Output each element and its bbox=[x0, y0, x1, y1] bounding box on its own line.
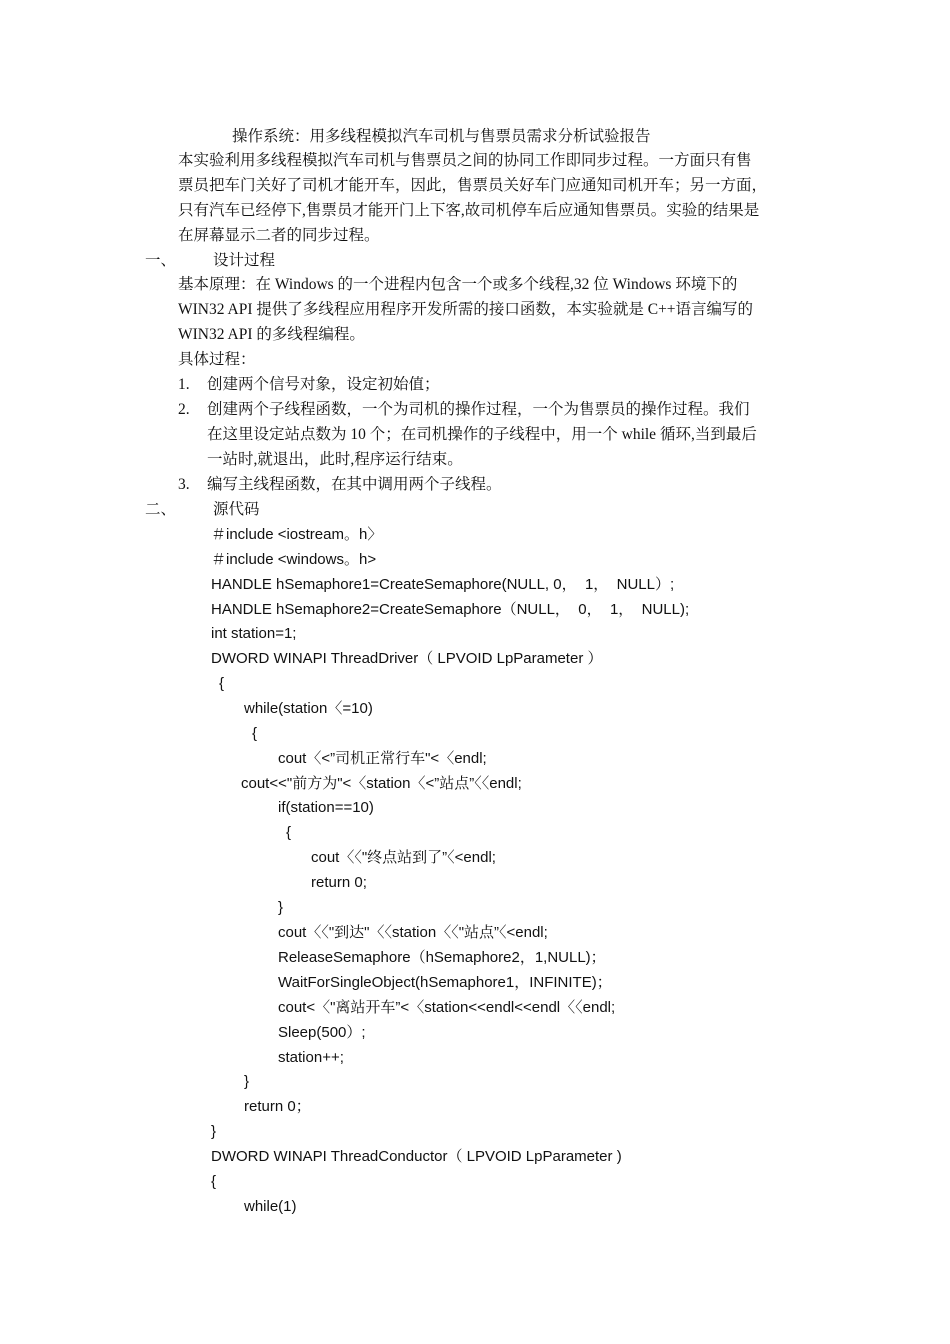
code-line: { bbox=[219, 675, 225, 692]
code-line: ＃include <windows。h> bbox=[211, 551, 377, 568]
principle-line: WIN32 API 提供了多线程应用程序开发所需的接口函数，本实验就是 C++语言编写的 bbox=[178, 301, 754, 318]
code-line: DWORD WINAPI ThreadDriver（ LPVOID LpParameter ） bbox=[211, 650, 603, 667]
code-line: while(station〈=10) bbox=[244, 700, 373, 717]
code-line: int station=1; bbox=[211, 625, 297, 642]
code-line: Sleep(500）; bbox=[278, 1024, 366, 1041]
step-text: 编写主线程函数，在其中调用两个子线程。 bbox=[207, 476, 502, 493]
intro-line: 本实验利用多线程模拟汽车司机与售票员之间的协同工作即同步过程。一方面只有售 bbox=[178, 152, 752, 169]
principle-line: 基本原理：在 Windows 的一个进程内包含一个或多个线程,32 位 Windows 环境下的 bbox=[178, 276, 738, 293]
code-line: ＃include <iostream。h〉 bbox=[211, 526, 383, 543]
code-line: station++; bbox=[278, 1049, 344, 1066]
code-line: cout<〈"离站开车”<〈station<<endl<<endl〈〈endl; bbox=[278, 999, 616, 1016]
code-line: cout〈<”司机正常行车"<〈endl; bbox=[278, 750, 487, 767]
code-line: } bbox=[211, 1123, 217, 1140]
step-text: 创建两个信号对象，设定初始值； bbox=[207, 376, 440, 393]
document-title: 操作系统：用多线程模拟汽车司机与售票员需求分析试验报告 bbox=[232, 128, 651, 145]
intro-line: 在屏幕显示二者的同步过程。 bbox=[178, 227, 380, 244]
code-line: cout<<"前方为"<〈station〈<”站点”〈〈endl; bbox=[241, 775, 522, 792]
section-number: 二、 bbox=[145, 501, 177, 518]
step-text: 一站时,就退出，此时,程序运行结束。 bbox=[207, 451, 463, 468]
code-line: } bbox=[278, 899, 284, 916]
code-line: { bbox=[286, 824, 292, 841]
code-line: DWORD WINAPI ThreadConductor（ LPVOID LpParameter ) bbox=[211, 1148, 622, 1165]
code-line: HANDLE hSemaphore2=CreateSemaphore（NULL， 0， 1， NULL); bbox=[211, 601, 690, 618]
code-line: } bbox=[244, 1073, 250, 1090]
section-title: 源代码 bbox=[213, 501, 260, 518]
section-number: 一、 bbox=[145, 252, 177, 269]
step-number: 2. bbox=[178, 401, 190, 418]
code-line: cout〈〈"到达"〈〈station〈〈"站点”〈<endl; bbox=[278, 924, 548, 941]
step-number: 3. bbox=[178, 476, 190, 493]
process-label: 具体过程： bbox=[178, 351, 256, 368]
code-line: HANDLE hSemaphore1=CreateSemaphore(NULL, 0， 1， NULL）; bbox=[211, 576, 675, 593]
code-line: cout〈〈"终点站到了”〈<endl; bbox=[311, 849, 496, 866]
section-title: 设计过程 bbox=[213, 252, 276, 269]
principle-line: WIN32 API 的多线程编程。 bbox=[178, 326, 365, 343]
code-line: ReleaseSemaphore（hSemaphore2，1,NULL)； bbox=[278, 949, 606, 966]
code-line: if(station==10) bbox=[278, 799, 374, 816]
code-line: { bbox=[252, 725, 258, 742]
step-number: 1. bbox=[178, 376, 190, 393]
code-line: while(1) bbox=[244, 1198, 297, 1215]
code-line: return 0; bbox=[311, 874, 367, 891]
step-text: 在这里设定站点数为 10 个；在司机操作的子线程中，用一个 while 循环,当到最后 bbox=[207, 426, 757, 443]
intro-line: 票员把车门关好了司机才能开车，因此，售票员关好车门应通知司机开车；另一方面， bbox=[178, 177, 768, 194]
code-line: WaitForSingleObject(hSemaphore1，INFINITE)； bbox=[278, 974, 612, 991]
step-text: 创建两个子线程函数，一个为司机的操作过程，一个为售票员的操作过程。我们 bbox=[207, 401, 750, 418]
code-line: return 0； bbox=[244, 1098, 311, 1115]
code-line: { bbox=[211, 1173, 217, 1190]
intro-line: 只有汽车已经停下,售票员才能开门上下客,故司机停车后应通知售票员。实验的结果是 bbox=[178, 202, 760, 219]
